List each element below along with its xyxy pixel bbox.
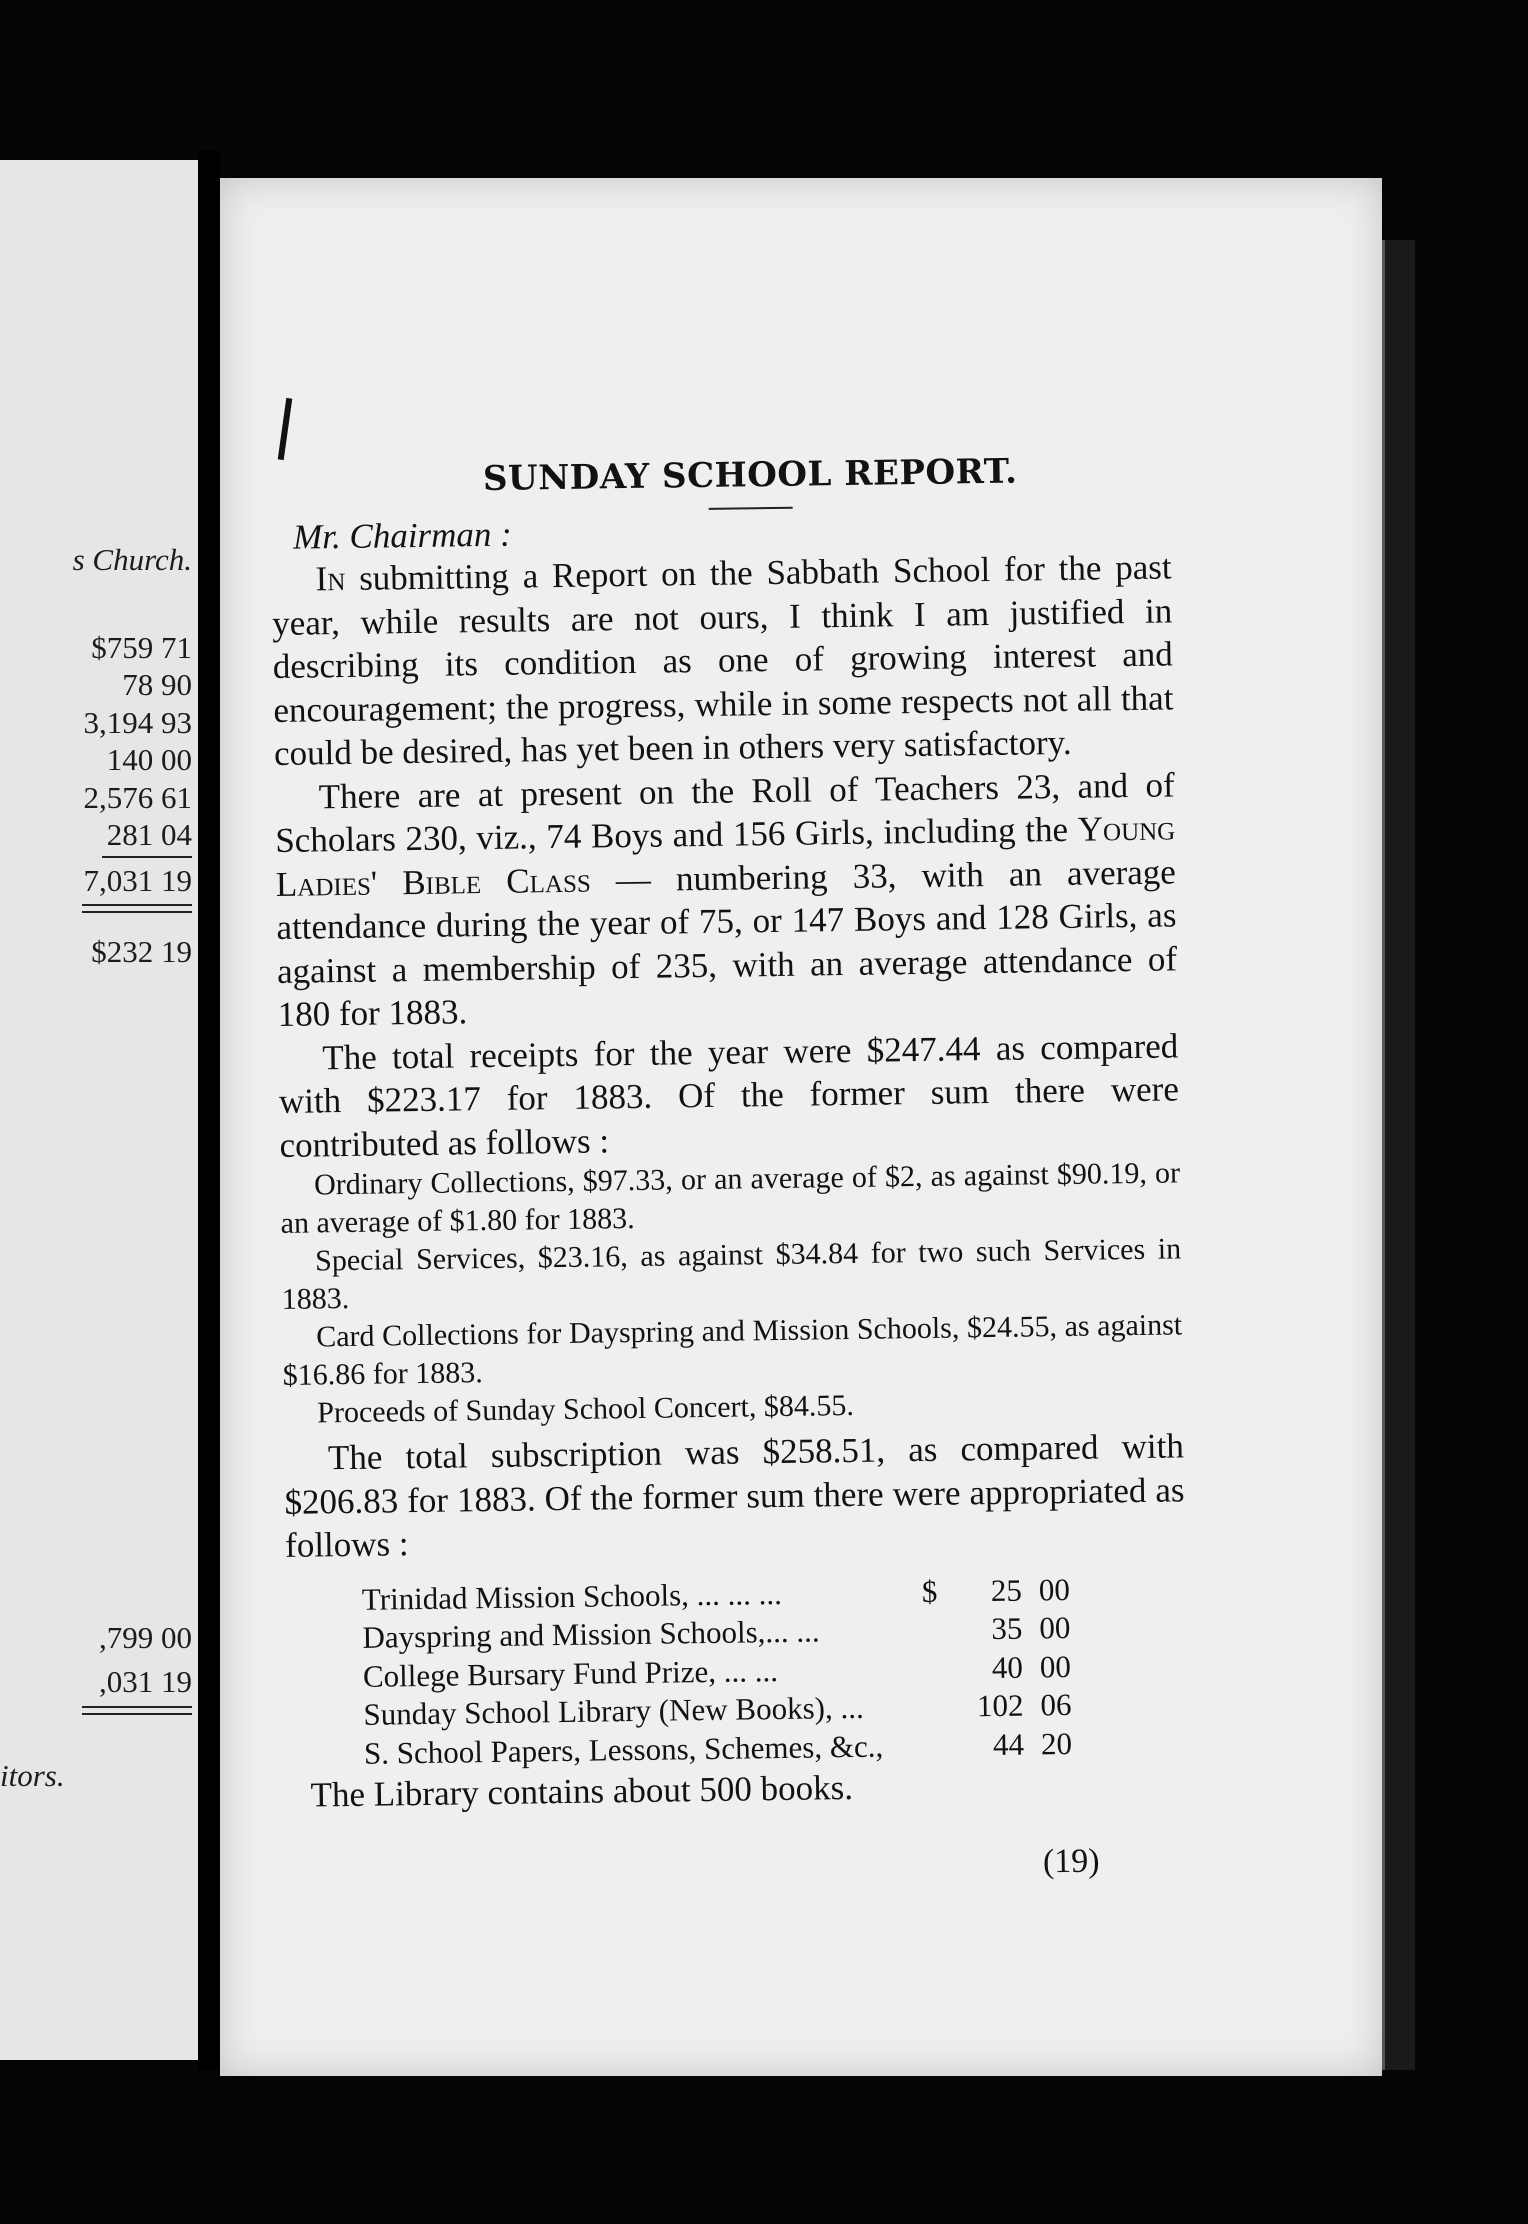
left-rule xyxy=(82,1706,192,1708)
left-fragment-total: ,031 19 xyxy=(99,1664,192,1699)
left-fragment-amount: $759 71 xyxy=(91,630,192,665)
row-cents: 00 xyxy=(1039,1648,1072,1684)
contributions-list xyxy=(280,1154,1184,1433)
class-name: Young Ladies' Bible Class xyxy=(275,808,1176,904)
left-rule xyxy=(102,856,192,858)
left-fragment-total: 7,031 19 xyxy=(83,863,192,898)
row-dollar xyxy=(923,1687,966,1726)
row-label: Dayspring and Mission Schools,... ... xyxy=(362,1613,820,1655)
drop-word: In xyxy=(315,558,346,599)
left-fragment-amount: 281 04 xyxy=(106,817,192,852)
left-fragment-amount: 3,194 93 xyxy=(83,705,192,740)
appropriations-table xyxy=(362,1569,1189,1773)
row-cents: 00 xyxy=(1039,1609,1071,1646)
row-label: College Bursary Fund Prize, ... ... xyxy=(362,1652,779,1694)
row-amount: 44 xyxy=(992,1726,1025,1762)
row-cents: 20 xyxy=(1040,1725,1073,1761)
left-fragment-amount: $232 19 xyxy=(91,934,192,969)
row-dollar xyxy=(922,1610,965,1649)
list-item: Ordinary Collections, $97.33, or an average of $2, as against $90.19, or an average of $1.80 for 1883. xyxy=(280,1156,1181,1240)
paragraph-intro xyxy=(271,545,1174,775)
salutation: Mr. Chairman : xyxy=(292,514,513,557)
row-label: Trinidad Mission Schools, ... ... ... xyxy=(361,1575,783,1617)
list-item: Proceeds of Sunday School Concert, $84.55. xyxy=(317,1388,855,1430)
paragraph-text: There are at present on the Roll of Teachers 23, and of Scholars 230, viz., 74 Boys and 156 Girls, including the xyxy=(275,764,1175,860)
row-dollar xyxy=(924,1726,967,1765)
report-content xyxy=(270,449,1190,1891)
row-dollar: $ xyxy=(921,1573,938,1609)
paragraph-text: submitting a Report on the Sabbath School for the past year, while results are not ours, I think I am justified in describing its condition as one of growing interest and encouragement; the progress, while in some respects not all that could be desired, has yet been in others very satisfactory. xyxy=(271,547,1174,773)
left-fragment-amount: ,799 00 xyxy=(99,1620,192,1655)
left-fragment-amount: 140 00 xyxy=(106,742,192,777)
page-title: SUNDAY SCHOOL REPORT. xyxy=(482,451,1018,500)
left-fragment-amount: 2,576 61 xyxy=(83,780,192,815)
page-edge xyxy=(1382,240,1415,2070)
book-gutter xyxy=(198,150,220,2070)
left-rule xyxy=(82,1713,192,1715)
left-fragment-auditors: itors. xyxy=(0,1758,65,1793)
row-amount: 102 xyxy=(976,1687,1024,1724)
row-amount: 35 xyxy=(991,1610,1023,1647)
row-dollar xyxy=(923,1649,966,1688)
paragraph-subscription: The total subscription was $258.51, as compared with $206.83 for 1883. Of the former sum there were appropriated as follows : xyxy=(284,1426,1185,1565)
paragraph-roll xyxy=(274,763,1178,1037)
title-rule xyxy=(709,507,793,510)
closing-line: The Library contains about 500 books. xyxy=(310,1767,854,1815)
row-amount: 40 xyxy=(991,1649,1024,1685)
left-fragment-church: s Church. xyxy=(72,542,192,577)
paragraph-receipts: The total receipts for the year were $247.44 as compared with $223.17 for 1883. Of the former sum there were contributed as follows : xyxy=(278,1025,1180,1165)
left-rule xyxy=(82,911,192,913)
left-rule xyxy=(82,904,192,906)
row-cents: 00 xyxy=(1038,1571,1071,1607)
row-cents: 06 xyxy=(1040,1686,1072,1723)
left-fragment-amount: 78 90 xyxy=(122,667,192,702)
row-label: S. School Papers, Lessons, Schemes, &c., xyxy=(363,1728,884,1771)
list-item: Card Collections for Dayspring and Mission Schools, $24.55, as against $16.86 for 1883. xyxy=(282,1308,1183,1392)
row-label: Sunday School Library (New Books), ... xyxy=(363,1689,864,1732)
list-item: Special Services, $23.16, as against $34.84 for two such Services in 1883. xyxy=(281,1232,1182,1316)
row-amount: 25 xyxy=(990,1572,1023,1608)
left-page xyxy=(0,160,198,2060)
paragraph-text: — numbering 33, with an average attendance during the year of 75, or 147 Boys and 128 Girls, as against a membership of 235, with an average attendance of 180 for 1883. xyxy=(276,851,1178,1034)
page-number: (19) xyxy=(1042,1842,1100,1881)
